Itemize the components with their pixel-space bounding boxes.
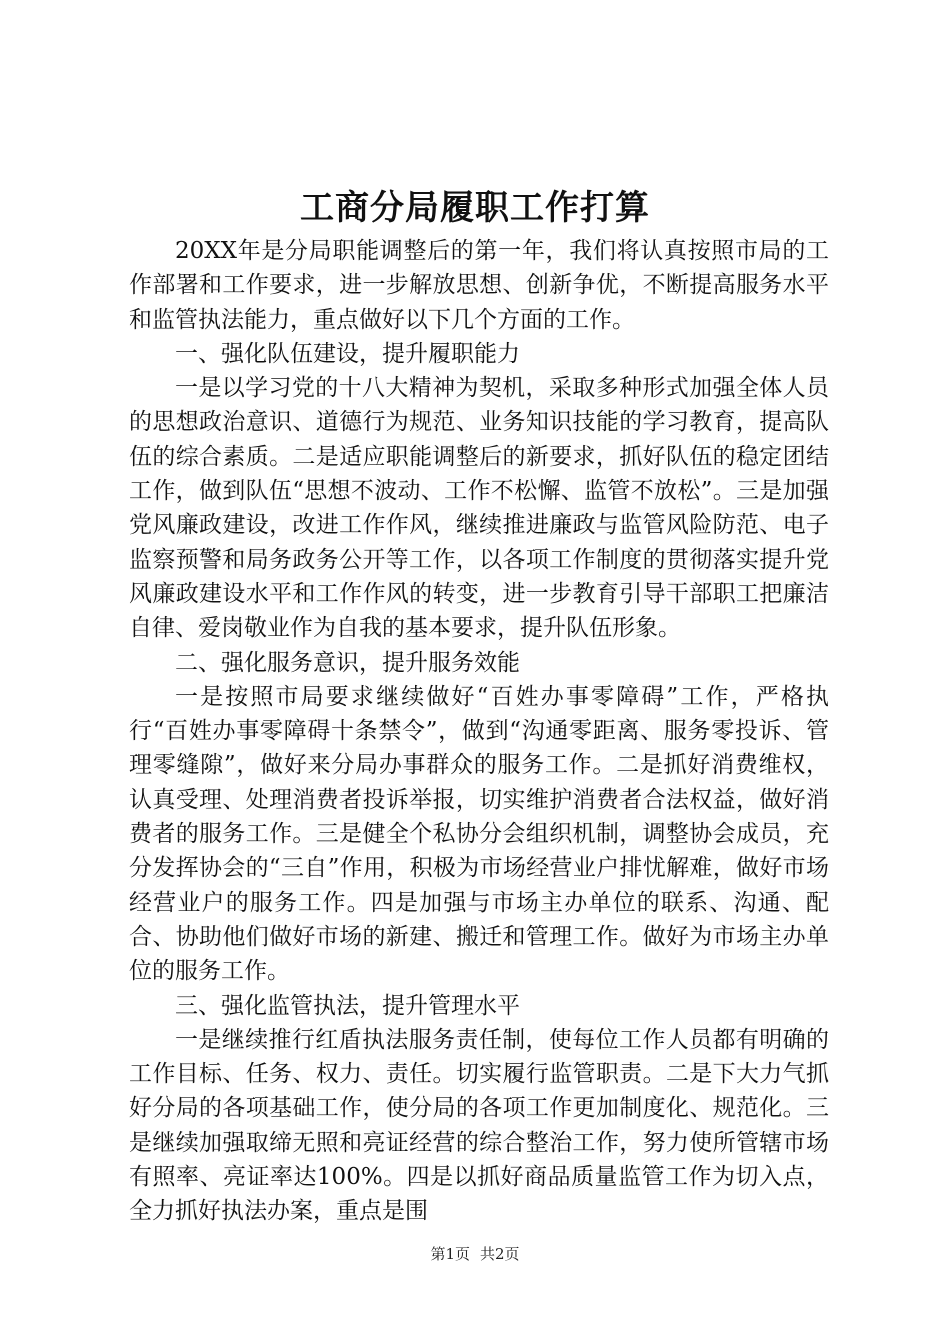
page-footer — [0, 1244, 950, 1264]
section-heading-3: 三、强化监管执法，提升管理水平 — [175, 992, 520, 1019]
section-heading-1: 一、强化队伍建设，提升履职能力 — [175, 340, 520, 367]
intro-paragraph: 20XX年是分局职能调整后的第一年，我们将认真按照市局的工作部署和工作要求，进一步解放思想、创新争优，不断提高服务水平和监管执法能力，重点做好以下几个方面的工作。 — [129, 238, 829, 333]
document-title: 工商分局履职工作打算 — [300, 188, 650, 228]
section-heading-2: 二、强化服务意识，提升服务效能 — [175, 649, 520, 676]
section-paragraph-2: 一是按照市局要求继续做好“百姓办事零障碍”工作，严格执行“百姓办事零障碍十条禁令”，做到“沟通零距离、服务零投诉、管理零缝隙”，做好来分局办事群众的服务工作。二是抓好消费维权，认真受理、处理消费者投诉举报，切实维护消费者合法权益，做好消费者的服务工作。三是健全个私协分会组织机制，调整协会成员，充分发挥协会的“三自”作用，积极为市场经营业户排忧解难，做好市场经营业户的服务工作。四是加强与市场主办单位的联系、沟通、配合、协助他们做好市场的新建、搬迁和管理工作。做好为市场主办单位的服务工作。 — [129, 683, 829, 985]
document-body — [129, 234, 829, 1229]
section-paragraph-3: 一是继续推行红盾执法服务责任制，使每位工作人员都有明确的工作目标、任务、权力、责任。切实履行监管职责。二是下大力气抓好分局的各项基础工作，使分局的各项工作更加制度化、规范化。三是继续加强取缔无照和亮证经营的综合整治工作，努力使所管辖市场有照率、亮证率达100%。四是以抓好商品质量监管工作为切入点，全力抓好执法办案，重点是围 — [129, 1026, 829, 1225]
page-number: 第1页 — [430, 1245, 470, 1263]
section-paragraph-1: 一是以学习党的十八大精神为契机，采取多种形式加强全体人员的思想政治意识、道德行为规范、业务知识技能的学习教育，提高队伍的综合素质。二是适应职能调整后的新要求，抓好队伍的稳定团结工作，做到队伍“思想不波动、工作不松懈、监管不放松”。三是加强党风廉政建设，改进工作作风，继续推进廉政与监管风险防范、电子监察预警和局务政务公开等工作，以各项工作制度的贯彻落实提升党风廉政建设水平和工作作风的转变，进一步教育引导干部职工把廉洁自律、爱岗敬业作为自我的基本要求，提升队伍形象。 — [129, 375, 829, 642]
page-total: 共2页 — [480, 1245, 520, 1263]
